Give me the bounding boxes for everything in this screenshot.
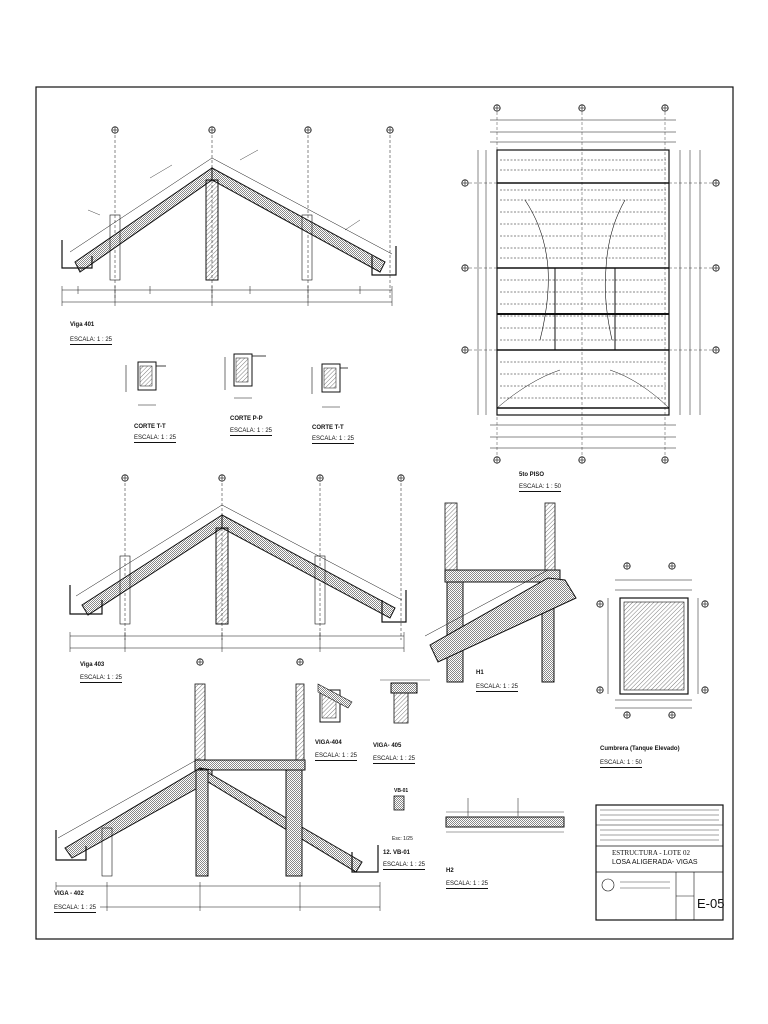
- viga-405-drawing: [380, 680, 430, 723]
- viga-405-title: VIGA- 405: [373, 743, 402, 749]
- viga-404-title: VIGA-404: [315, 740, 342, 746]
- sheet-number: E-05: [697, 896, 725, 911]
- cumbrera-scale: ESCALA: 1 : 50: [600, 760, 643, 766]
- corte-t2-drawing: [312, 364, 348, 407]
- viga-403-title: Viga 403: [80, 662, 105, 668]
- vb-01-sub: VB-01: [394, 788, 409, 794]
- h2-scale: ESCALA: 1 : 25: [446, 881, 489, 887]
- viga-405-scale: ESCALA: 1 : 25: [373, 756, 416, 762]
- h1-drawing: [425, 503, 576, 682]
- corte-t1-scale: ESCALA: 1 : 25: [134, 435, 177, 441]
- title-block-title: LOSA ALIGERADA- VIGAS: [612, 859, 698, 866]
- corte-t1-drawing: [126, 362, 166, 405]
- viga-403-drawing: [70, 475, 406, 652]
- corte-t2-title: CORTE T-T: [312, 425, 344, 431]
- viga-402-scale: ESCALA: 1 : 25: [54, 905, 97, 911]
- viga-401-title: Viga 401: [70, 322, 95, 328]
- h2-title: H2: [446, 868, 454, 874]
- viga-404-drawing: [318, 684, 352, 722]
- vb-01-drawing: [394, 796, 404, 810]
- title-block-subtitle: ESTRUCTURA - LOTE 02: [612, 849, 690, 857]
- seal-icon: [602, 879, 614, 891]
- corte-p-drawing: [225, 354, 266, 398]
- cumbrera-drawing: [597, 563, 708, 718]
- vb-01-scale: ESCALA: 1 : 25: [383, 862, 426, 868]
- corte-t1-title: CORTE T-T: [134, 424, 166, 430]
- vb-01-title: 12. VB-01: [383, 850, 411, 856]
- h2-drawing: [446, 798, 564, 832]
- cumbrera-title: Cumbrera (Tanque Elevado): [600, 746, 680, 752]
- corte-t2-scale: ESCALA: 1 : 25: [312, 436, 355, 442]
- piso-5-scale: ESCALA: 1 : 50: [519, 484, 562, 490]
- h1-scale: ESCALA: 1 : 25: [476, 684, 519, 690]
- corte-p-scale: ESCALA: 1 : 25: [230, 428, 273, 434]
- vb-01-esc: Esc: 1/25: [392, 836, 413, 842]
- viga-401-drawing: [62, 127, 396, 306]
- corte-p-title: CORTE P-P: [230, 416, 263, 422]
- viga-401-scale: ESCALA: 1 : 25: [70, 337, 113, 343]
- viga-402-title: VIGA - 402: [54, 891, 84, 897]
- viga-404-scale: ESCALA: 1 : 25: [315, 753, 358, 759]
- piso-5-title: 5to PISO: [519, 472, 545, 478]
- viga-403-scale: ESCALA: 1 : 25: [80, 675, 123, 681]
- piso-5-plan: [462, 105, 719, 463]
- h1-title: H1: [476, 670, 484, 676]
